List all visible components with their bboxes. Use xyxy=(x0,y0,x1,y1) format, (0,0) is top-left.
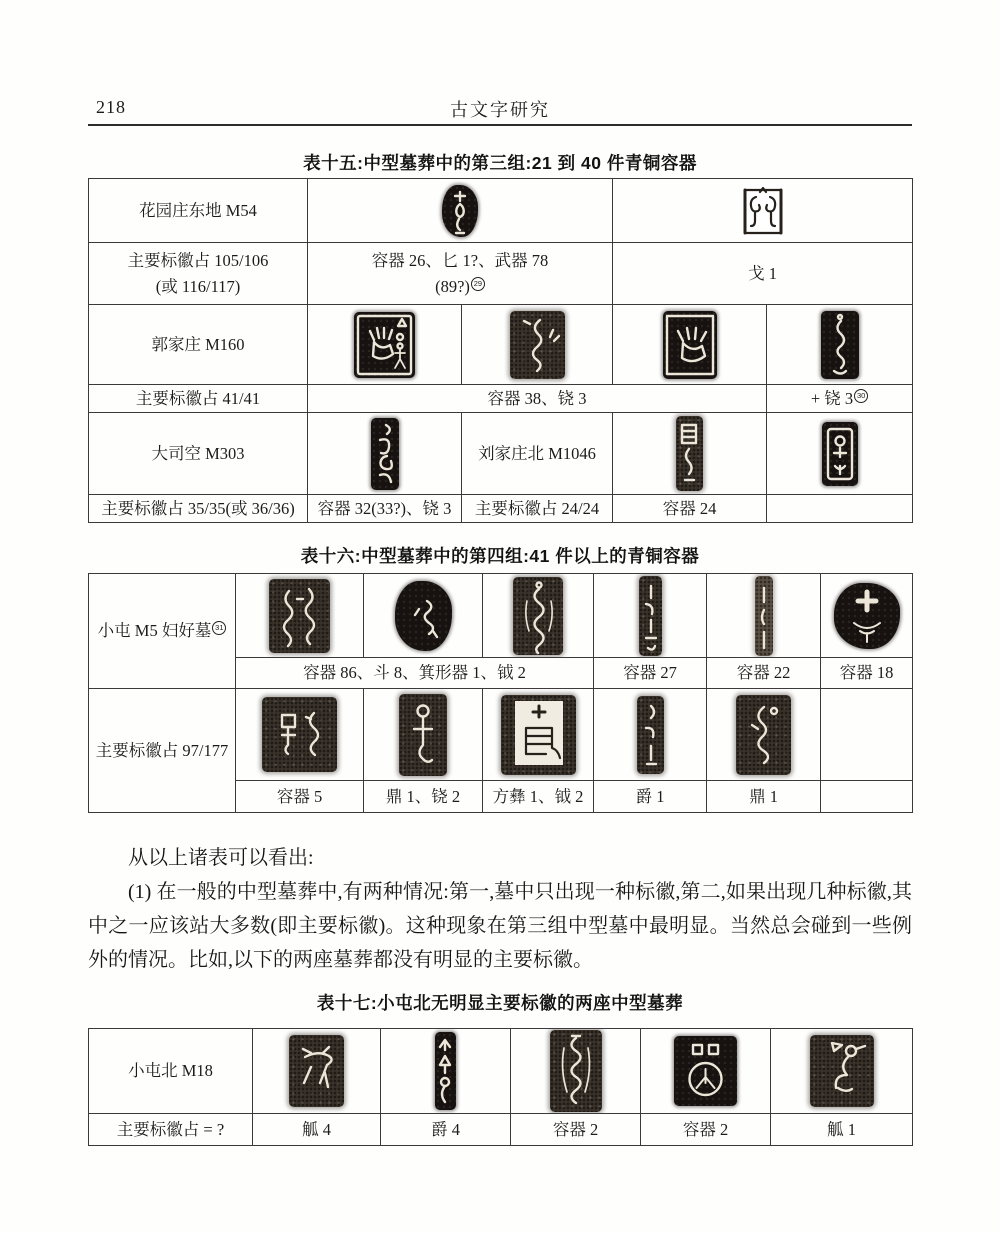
table-row xyxy=(89,495,913,523)
table-row xyxy=(89,689,913,781)
table16 xyxy=(88,573,913,813)
bronze-rubbing-m1046-1 xyxy=(676,416,703,491)
table-row xyxy=(89,385,913,413)
table-row xyxy=(89,574,913,658)
bronze-rubbing-m54 xyxy=(442,185,478,237)
table-row xyxy=(89,413,913,495)
count-cell: 容器 2 xyxy=(641,1114,771,1146)
bronze-rubbing-m18-1 xyxy=(289,1035,344,1107)
rubbing-cell xyxy=(308,413,462,495)
count-cell: 觚 4 xyxy=(253,1114,381,1146)
rubbing-cell xyxy=(308,179,613,243)
count-cell: 鼎 1、铙 2 xyxy=(364,781,483,813)
rubbing-cell xyxy=(483,689,594,781)
count-cell: 方彝 1、钺 2 xyxy=(483,781,594,813)
table16-title: 表十六:中型墓葬中的第四组:41 件以上的青铜容器 xyxy=(300,546,700,566)
count-cell: 容器 26、匕 1?、武器 78 (89?) 29 xyxy=(308,243,613,305)
table-row xyxy=(89,305,913,385)
stat-cell: 主要标徽占 105/106 (或 116/117) xyxy=(89,243,308,305)
rubbing-cell xyxy=(767,413,913,495)
table-row xyxy=(89,1114,913,1146)
count-cell: 爵 4 xyxy=(381,1114,511,1146)
bronze-rubbing-m18-5 xyxy=(810,1035,874,1107)
empty-cell xyxy=(767,495,913,523)
footnote-mark: 29 xyxy=(471,277,485,291)
body-text xyxy=(88,841,912,977)
empty-cell xyxy=(821,689,913,781)
site-name-cell: 小屯北 M18 xyxy=(89,1029,253,1114)
bronze-rubbing-fuhao-6 xyxy=(834,583,900,649)
rubbing-cell xyxy=(613,305,767,385)
bronze-rubbing-fuhao-4 xyxy=(639,576,662,656)
stat-cell: 主要标徽占 35/35(或 36/36) xyxy=(89,495,308,523)
bronze-rubbing-m18-3 xyxy=(550,1030,602,1112)
rubbing-cell xyxy=(511,1029,641,1114)
bronze-rubbing-fuhao-1 xyxy=(269,579,330,653)
bronze-rubbing-fuhao-2 xyxy=(395,581,452,651)
bronze-rubbing-m18-2 xyxy=(435,1032,456,1110)
count-cell: 容器 27 xyxy=(594,658,707,689)
table17 xyxy=(88,1028,913,1146)
table-row xyxy=(89,179,913,243)
count-cell: 觚 1 xyxy=(771,1114,913,1146)
count-cell: 爵 1 xyxy=(594,781,707,813)
site-name-cell: 郭家庄 M160 xyxy=(89,305,308,385)
bronze-rubbing-fuhao-5 xyxy=(755,576,773,656)
bronze-rubbing-fuhao-11 xyxy=(736,695,791,775)
table-row xyxy=(89,243,913,305)
stat-cell: 主要标徽占 97/177 xyxy=(89,689,236,813)
footnote-mark: 31 xyxy=(212,621,226,635)
rubbing-cell xyxy=(707,689,821,781)
line-drawing-m54-ge xyxy=(740,184,786,238)
rubbing-cell xyxy=(641,1029,771,1114)
rubbing-cell xyxy=(821,574,913,658)
rubbing-cell xyxy=(594,689,707,781)
rubbing-cell xyxy=(253,1029,381,1114)
bronze-rubbing-m160-4 xyxy=(821,311,859,379)
bronze-rubbing-fuhao-8 xyxy=(399,694,447,776)
rubbing-cell xyxy=(236,574,364,658)
stat-cell: 主要标徽占 41/41 xyxy=(89,385,308,413)
rubbing-cell xyxy=(381,1029,511,1114)
table15 xyxy=(88,178,913,523)
footnote-mark: 30 xyxy=(854,389,868,403)
site-name-cell: 花园庄东地 M54 xyxy=(89,179,308,243)
bronze-rubbing-m160-1 xyxy=(354,312,415,378)
bronze-rubbing-m160-3 xyxy=(663,311,717,379)
paragraph-intro: 从以上诸表可以看出: xyxy=(128,847,314,869)
bronze-rubbing-fuhao-7 xyxy=(262,697,337,772)
count-cell: 容器 5 xyxy=(236,781,364,813)
empty-cell xyxy=(821,781,913,813)
page-number: 218 xyxy=(96,97,126,117)
journal-title: 古文字研究 xyxy=(450,100,550,120)
paragraph-item-1: (1) 在一般的中型墓葬中,有两种情况:第一,墓中只出现一种标徽,第二,如果出现几种标徽,其中之一应该站大多数(即主要标徽)。这种现象在第三组中型墓中最明显。当然总会碰到一些例外的情况。比如,以下的两座墓葬都没有明显的主要标徽。 xyxy=(88,881,912,971)
rubbing-cell xyxy=(613,179,913,243)
bronze-rubbing-m303 xyxy=(371,418,399,490)
count-cell: 鼎 1 xyxy=(707,781,821,813)
rubbing-cell xyxy=(364,574,483,658)
rubbing-cell xyxy=(308,305,462,385)
count-cell: 容器 38、铙 3 xyxy=(308,385,767,413)
count-cell: 容器 18 xyxy=(821,658,913,689)
site-name-cell: 小屯 M5 妇好墓 31 xyxy=(89,574,236,689)
count-cell: + 铙 3 30 xyxy=(767,385,913,413)
site-name-cell: 刘家庄北 M1046 xyxy=(462,413,613,495)
bronze-rubbing-fuhao-10 xyxy=(637,696,664,774)
site-name-cell: 大司空 M303 xyxy=(89,413,308,495)
rubbing-cell xyxy=(771,1029,913,1114)
bronze-rubbing-m1046-2 xyxy=(822,422,858,486)
bronze-rubbing-m18-4 xyxy=(674,1036,737,1106)
count-cell: 戈 1 xyxy=(613,243,913,305)
stat-cell: 主要标徽占 24/24 xyxy=(462,495,613,523)
rubbing-cell xyxy=(462,305,613,385)
count-cell: 容器 22 xyxy=(707,658,821,689)
rubbing-cell xyxy=(707,574,821,658)
header-rule xyxy=(88,124,912,126)
stat-cell: 主要标徽占 = ? xyxy=(89,1114,253,1146)
rubbing-cell xyxy=(364,689,483,781)
rubbing-cell xyxy=(767,305,913,385)
count-cell: 容器 2 xyxy=(511,1114,641,1146)
table17-title: 表十七:小屯北无明显主要标徽的两座中型墓葬 xyxy=(316,993,684,1013)
rubbing-cell xyxy=(613,413,767,495)
rubbing-cell xyxy=(236,689,364,781)
count-cell: 容器 86、斗 8、箕形器 1、钺 2 xyxy=(236,658,594,689)
table-row xyxy=(89,1029,913,1114)
bronze-rubbing-fuhao-9 xyxy=(501,695,576,775)
table15-title: 表十五:中型墓葬中的第三组:21 到 40 件青铜容器 xyxy=(303,153,697,173)
count-cell: 容器 32(33?)、铙 3 xyxy=(308,495,462,523)
rubbing-cell xyxy=(594,574,707,658)
rubbing-cell xyxy=(483,574,594,658)
bronze-rubbing-m160-2 xyxy=(510,311,565,379)
count-cell: 容器 24 xyxy=(613,495,767,523)
bronze-rubbing-fuhao-3 xyxy=(513,577,563,655)
